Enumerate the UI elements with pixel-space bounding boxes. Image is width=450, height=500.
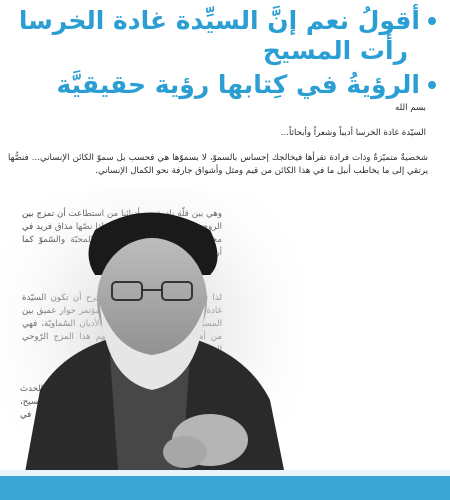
- headline-line-1-text: أقولُ نعم إنَّ السيِّدة غادة الخرسا: [18, 6, 420, 35]
- bullet-icon: [428, 81, 436, 89]
- headline-line-3-text: الرؤيةُ في كِتابها رؤية حقيقيَّة: [56, 70, 420, 99]
- hand-left: [163, 436, 207, 468]
- bottom-band: [0, 476, 450, 500]
- headline-line-1: [6, 6, 436, 36]
- portrait-photo: [0, 190, 300, 500]
- headline-line-2-text: رأت المسيح: [262, 36, 408, 65]
- headline-line-3: [6, 70, 436, 100]
- headline: [6, 6, 436, 100]
- paragraph-1: شخصيةٌ متميّزةٌ وذات فرادة تقرأها فيخالجك إحساس بالسموّ، لا بسموّها هي فحسب بل سموّ الكائن الإنساني... فنصُّها يرتقي إلى ما يخاطب أنبل ما في هذا الكائن من قيم ومثل وأشواق جارفة نحو الكمال الإنساني.: [8, 153, 428, 176]
- salutation: السيّدة غادة الخرسا أديباً وشعراً وأبحاثاً...: [280, 128, 426, 138]
- bullet-icon: [428, 17, 436, 25]
- basmala: بسم الله: [395, 103, 426, 113]
- headline-line-2: [6, 36, 436, 66]
